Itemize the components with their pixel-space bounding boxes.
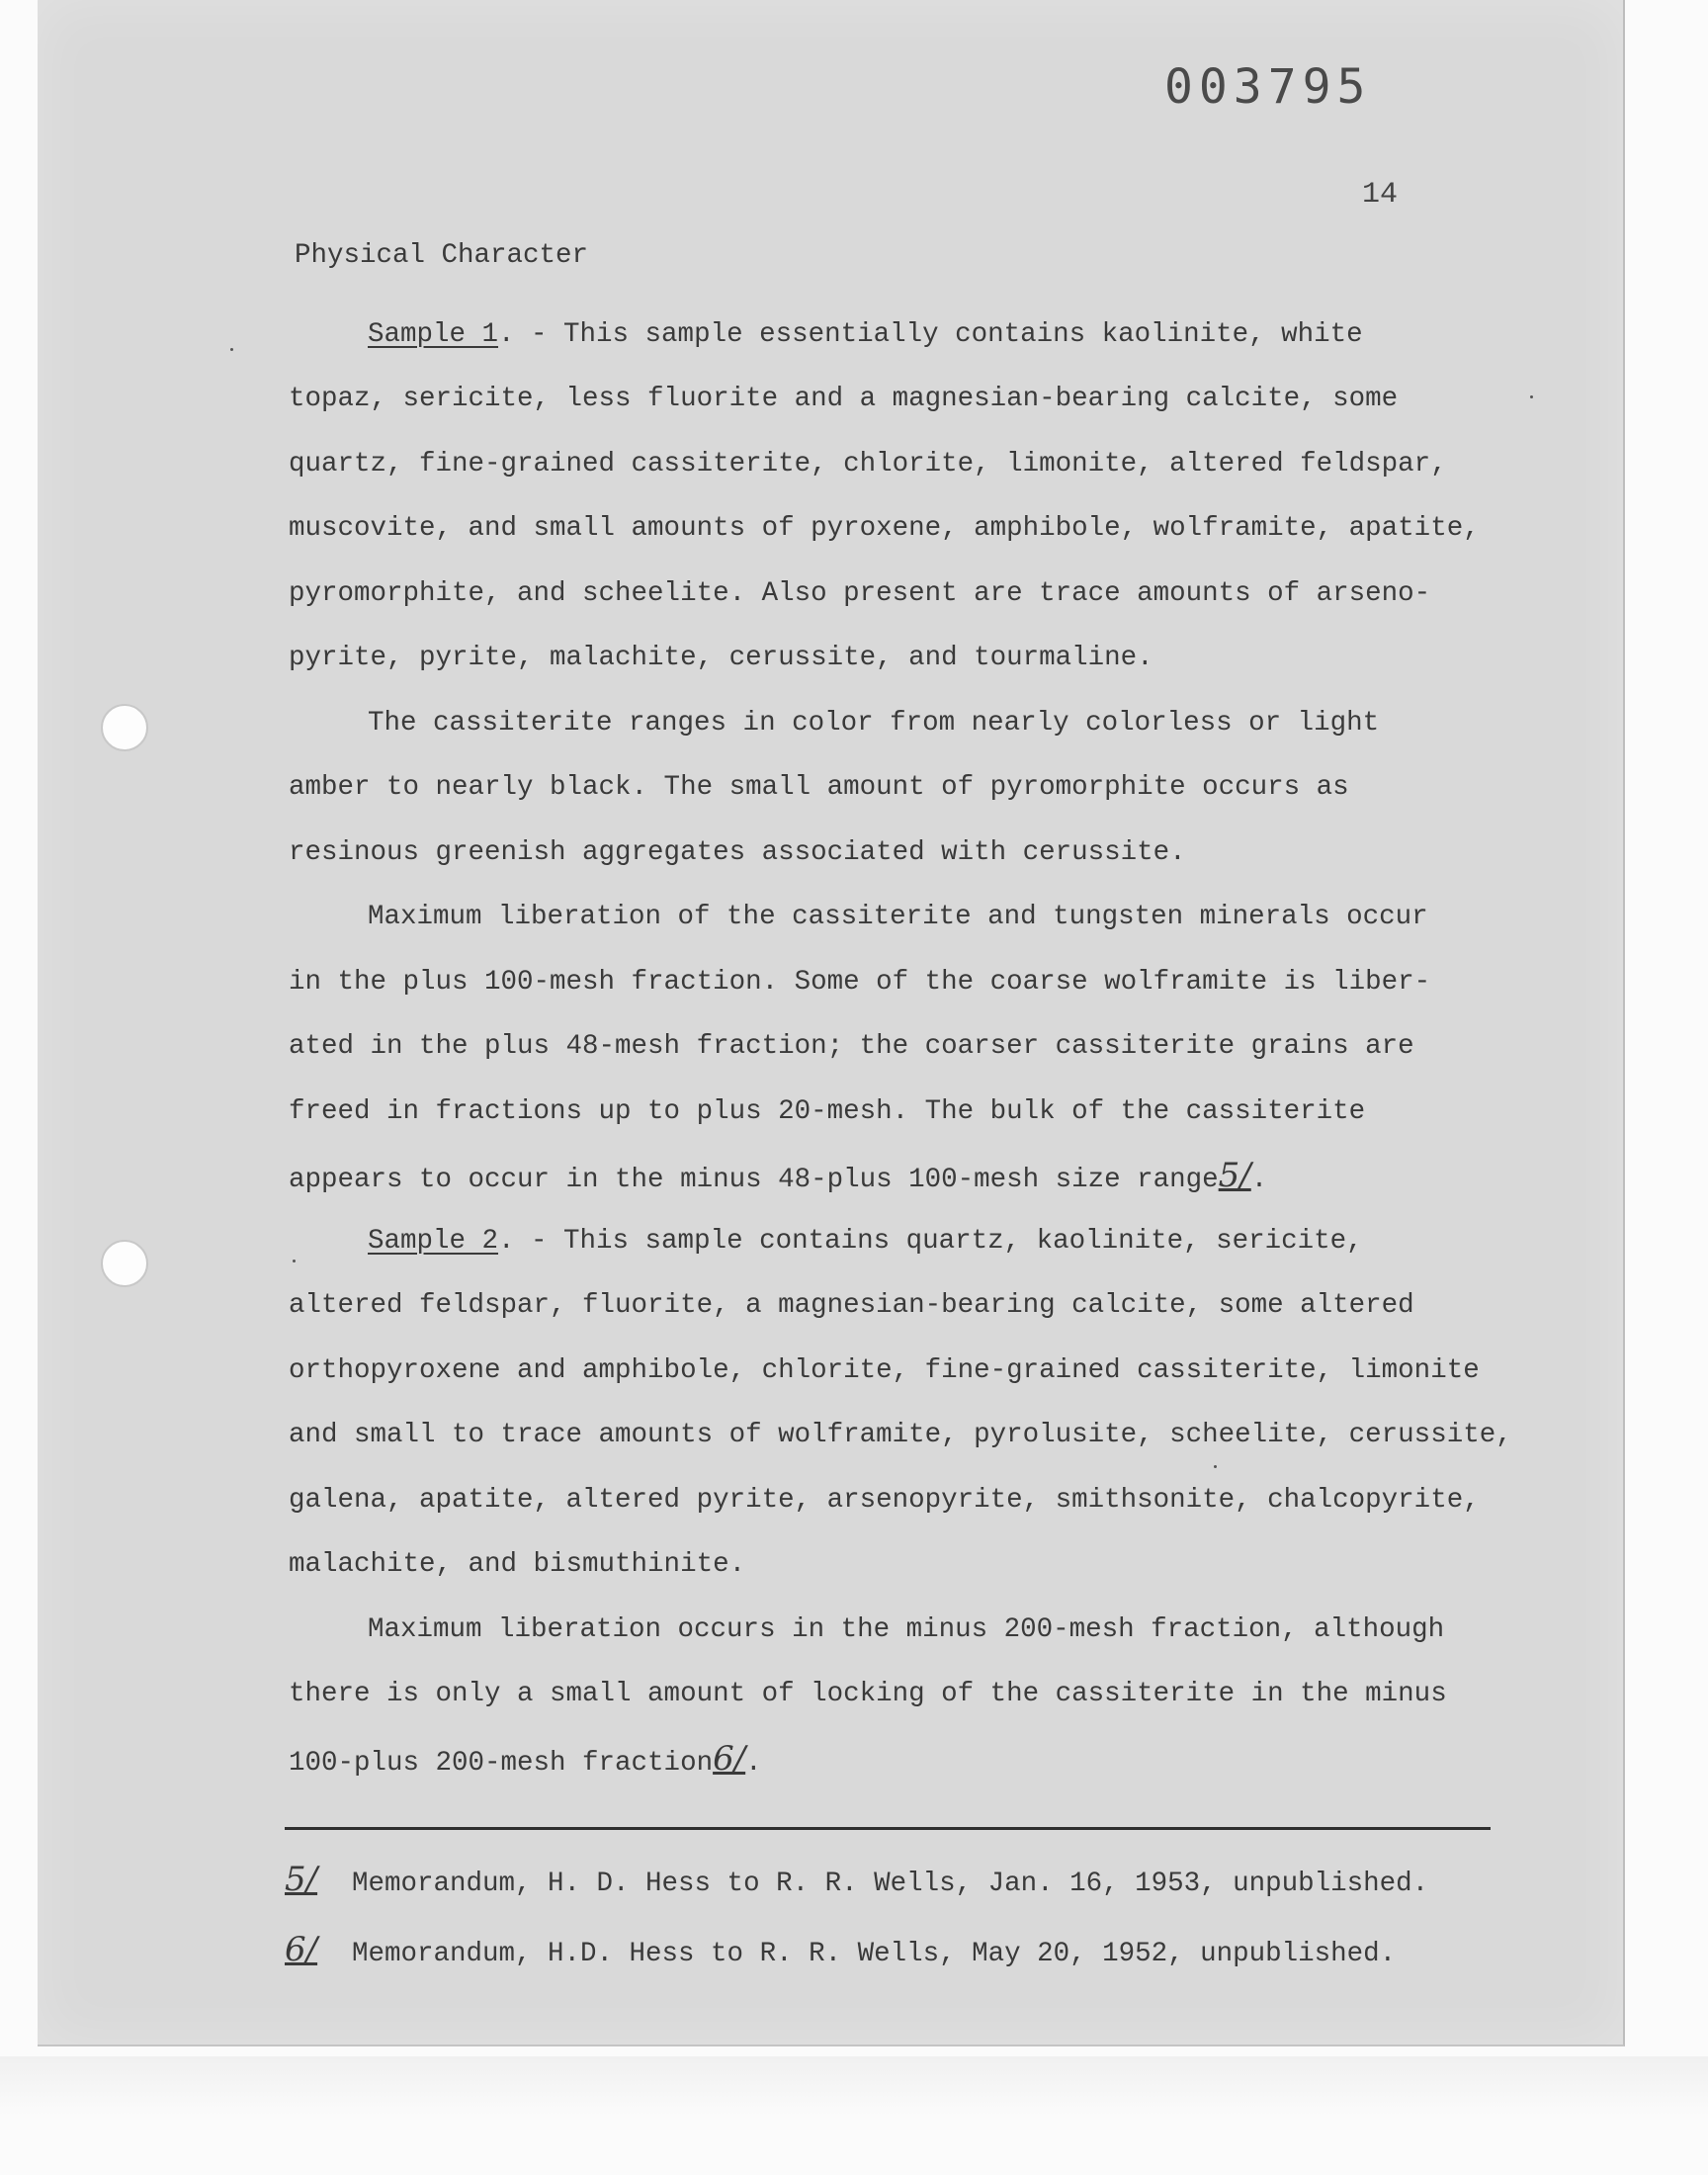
scan-speck: [230, 348, 233, 351]
paragraph-line: ated in the plus 48-mesh fraction; the coarser cassiterite grains are: [289, 1031, 1414, 1062]
paragraph-line: and small to trace amounts of wolframite, pyrolusite, scheelite, cerussite,: [289, 1420, 1512, 1450]
sample-label: Sample 1: [368, 318, 499, 350]
footnote-number: 6/: [285, 1930, 318, 1969]
paragraph-line: pyrite, pyrite, malachite, cerussite, and tourmaline.: [289, 643, 1153, 673]
paragraph-line: 100-plus 200-mesh fraction6/.: [289, 1738, 762, 1779]
paragraph-line: resinous greenish aggregates associated with cerussite.: [289, 836, 1186, 868]
paragraph-line: amber to nearly black. The small amount of pyromorphite occurs as: [289, 772, 1349, 803]
scan-margin: [0, 2056, 1708, 2116]
footnote-text: Memorandum, H. D. Hess to R. R. Wells, Jan. 16, 1953, unpublished.: [352, 1869, 1429, 1899]
punch-hole: [101, 704, 148, 751]
section-heading: Physical Character: [295, 240, 589, 271]
paragraph-line: The cassiterite ranges in color from nearly colorless or light: [368, 707, 1380, 739]
paragraph-line: freed in fractions up to plus 20-mesh. The bulk of the cassiterite: [289, 1095, 1366, 1127]
footnote-number: 5/: [285, 1860, 318, 1899]
paragraph-line: altered feldspar, fluorite, a magnesian-bearing calcite, some altered: [289, 1290, 1414, 1321]
footnote-ref: 5/: [1218, 1156, 1251, 1195]
footnote-ref: 6/: [713, 1738, 746, 1779]
paragraph-line: Sample 1. - This sample essentially contains kaolinite, white: [368, 318, 1363, 350]
scan-speck: [293, 1260, 296, 1262]
page-number: 14: [1362, 178, 1399, 212]
punch-hole: [101, 1240, 148, 1287]
paragraph-line: muscovite, and small amounts of pyroxene, amphibole, wolframite, apatite,: [289, 513, 1480, 544]
scan-speck: [1530, 395, 1533, 398]
paragraph-line: quartz, fine-grained cassiterite, chlorite, limonite, altered feldspar,: [289, 448, 1447, 479]
paragraph-line: appears to occur in the minus 48-plus 100-mesh size range5/.: [289, 1156, 1268, 1195]
paragraph-line: Sample 2. - This sample contains quartz, kaolinite, sericite,: [368, 1225, 1363, 1257]
scan-speck: [1214, 1465, 1217, 1468]
sample-label: Sample 2: [368, 1225, 499, 1257]
paragraph-line: in the plus 100-mesh fraction. Some of the coarse wolframite is liber-: [289, 966, 1431, 998]
footnote-item: [285, 1847, 1428, 1917]
stamp-number: 003795: [1164, 59, 1372, 115]
paragraph-line: orthopyroxene and amphibole, chlorite, fine-grained cassiterite, limonite: [289, 1354, 1480, 1386]
paragraph-line: Maximum liberation occurs in the minus 200-mesh fraction, although: [368, 1613, 1445, 1645]
paragraph-line: Maximum liberation of the cassiterite and tungsten minerals occur: [368, 902, 1428, 932]
footnote-divider: [285, 1827, 1491, 1830]
footnote-item: [285, 1917, 1428, 1987]
footnote-text: Memorandum, H.D. Hess to R. R. Wells, May 20, 1952, unpublished.: [352, 1939, 1397, 1969]
body-text: [289, 237, 1544, 1791]
paragraph-line: malachite, and bismuthinite.: [289, 1549, 746, 1580]
footnotes: [285, 1847, 1428, 1987]
paragraph-line: there is only a small amount of locking of the cassiterite in the minus: [289, 1679, 1447, 1709]
paragraph-line: galena, apatite, altered pyrite, arsenopyrite, smithsonite, chalcopyrite,: [289, 1484, 1480, 1516]
paragraph-line: topaz, sericite, less fluorite and a magnesian-bearing calcite, some: [289, 384, 1399, 414]
paragraph-line: pyromorphite, and scheelite. Also present are trace amounts of arseno-: [289, 577, 1431, 609]
